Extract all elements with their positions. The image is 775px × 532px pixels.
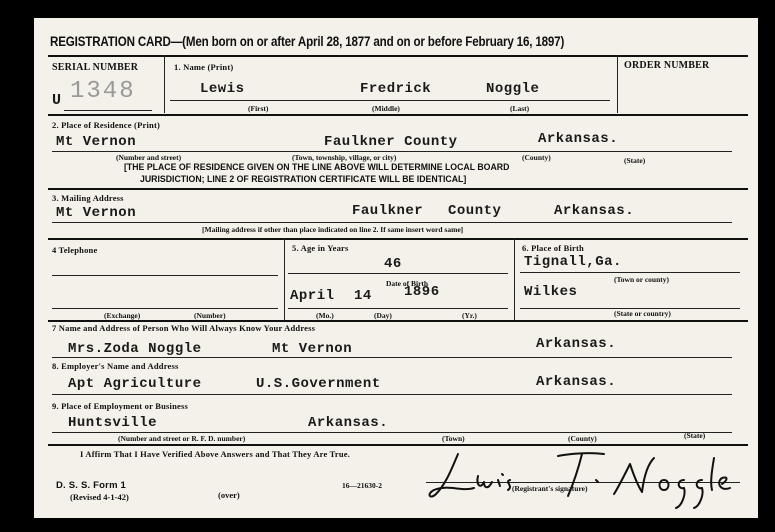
telephone-label: 4 Telephone	[52, 245, 98, 255]
employment-town-label: (Town)	[442, 434, 465, 443]
middle-name: Fredrick	[360, 81, 432, 97]
employment-street-label: (Number and street or R. F. D. number)	[118, 434, 246, 443]
number-label: (Number)	[194, 311, 226, 320]
residence-street: Mt Vernon	[56, 134, 137, 150]
residence-town-label: (Town, township, village, or city)	[292, 153, 397, 162]
employment-label: 9. Place of Employment or Business	[52, 401, 189, 411]
age-label: 5. Age in Years	[292, 243, 349, 253]
dob-label: Date of Birth	[386, 279, 429, 288]
contact-state: Arkansas.	[536, 336, 617, 352]
birthplace-label: 6. Place of Birth	[522, 243, 584, 253]
row-rule	[48, 238, 748, 240]
employer-label: 8. Employer's Name and Address	[52, 361, 179, 371]
employment-county-label: (County)	[568, 434, 597, 443]
dob-line	[288, 308, 508, 309]
contact-label: 7 Name and Address of Person Who Will Always Know Your Address	[52, 323, 316, 333]
exchange-label: (Exchange)	[104, 311, 141, 320]
header-rule	[48, 55, 748, 57]
dob-year: 1896	[404, 284, 440, 300]
name-line	[170, 100, 610, 101]
mailing-street: Mt Vernon	[56, 205, 137, 221]
first-label: (First)	[248, 104, 269, 113]
form-code: 16—21630-2	[342, 481, 382, 490]
divider	[514, 238, 515, 320]
mailing-line	[52, 222, 732, 223]
mailing-state: Arkansas.	[554, 203, 635, 219]
age-value: 46	[384, 256, 402, 272]
birthplace-county: Wilkes	[524, 284, 578, 300]
registration-card	[34, 18, 758, 518]
row-rule	[48, 320, 748, 322]
employment-town: Huntsville	[68, 415, 158, 431]
row-rule	[48, 188, 748, 190]
serial-prefix: U	[52, 92, 62, 109]
residence-state: Arkansas.	[538, 131, 619, 147]
contact-name: Mrs.Zoda Noggle	[68, 341, 202, 357]
residence-state-label: (State)	[624, 156, 646, 165]
dob-month: April	[290, 288, 335, 304]
residence-note-2: JURISDICTION; LINE 2 OF REGISTRATION CERTIFICATE WILL BE IDENTICAL]	[140, 174, 467, 185]
telephone-line-2	[52, 308, 278, 309]
contact-line	[52, 357, 732, 358]
residence-label: 2. Place of Residence (Print)	[52, 120, 161, 130]
employment-state-label: (State)	[684, 431, 706, 440]
divider	[284, 238, 285, 320]
residence-note-1: [THE PLACE OF RESIDENCE GIVEN ON THE LINE ABOVE WILL DETERMINE LOCAL BOARD	[124, 162, 510, 173]
divider	[164, 55, 165, 113]
birthplace-town: Tignall,Ga.	[524, 254, 622, 270]
employer-line	[52, 394, 732, 395]
age-line	[288, 273, 508, 274]
form-over: (over)	[218, 490, 240, 500]
row-rule	[48, 114, 748, 116]
order-number-label: ORDER NUMBER	[624, 60, 710, 71]
serial-number: 1348	[70, 78, 136, 105]
birthplace-town-label: (Town or county)	[614, 275, 670, 284]
mo-label: (Mo.)	[316, 311, 334, 320]
birthplace-state-label: (State or country)	[614, 309, 671, 318]
last-label: (Last)	[510, 104, 530, 113]
employment-line	[52, 432, 732, 433]
contact-town: Mt Vernon	[272, 341, 353, 357]
employer-name: Apt Agriculture	[68, 376, 202, 392]
mailing-county: Faulkner	[352, 203, 424, 219]
form-name: D. S. S. Form 1	[56, 480, 127, 491]
signature-label: (Registrant's signature)	[512, 484, 588, 493]
yr-label: (Yr.)	[462, 311, 477, 320]
day-label: (Day)	[374, 311, 392, 320]
telephone-line	[52, 275, 278, 276]
birthplace-line	[520, 272, 740, 273]
residence-street-label: (Number and street)	[116, 153, 182, 162]
dob-day: 14	[354, 288, 372, 304]
residence-county-label: (County)	[522, 153, 551, 162]
middle-label: (Middle)	[372, 104, 400, 113]
first-name: Lewis	[200, 81, 245, 97]
mailing-county-word: County	[448, 203, 502, 219]
divider	[617, 55, 618, 113]
name-label: 1. Name (Print)	[174, 62, 234, 72]
employer-org: U.S.Government	[256, 376, 381, 392]
registrant-signature	[418, 436, 738, 516]
serial-line	[64, 110, 152, 111]
residence-line	[52, 151, 732, 152]
affirm-statement: I Affirm That I Have Verified Above Answers and That They Are True.	[80, 449, 351, 459]
employment-state: Arkansas.	[308, 415, 389, 431]
form-revised: (Revised 4-1-42)	[70, 492, 129, 502]
card-header: REGISTRATION CARD—(Men born on or after April 28, 1877 and on or before February 16, 1897)	[50, 34, 565, 49]
mailing-label: 3. Mailing Address	[52, 193, 124, 203]
residence-county: Faulkner County	[324, 134, 458, 150]
employer-state: Arkansas.	[536, 374, 617, 390]
last-name: Noggle	[486, 81, 540, 97]
mailing-note: [Mailing address if other than place indicated on line 2. If same insert word same]	[202, 225, 464, 234]
serial-label: SERIAL NUMBER	[52, 62, 139, 73]
